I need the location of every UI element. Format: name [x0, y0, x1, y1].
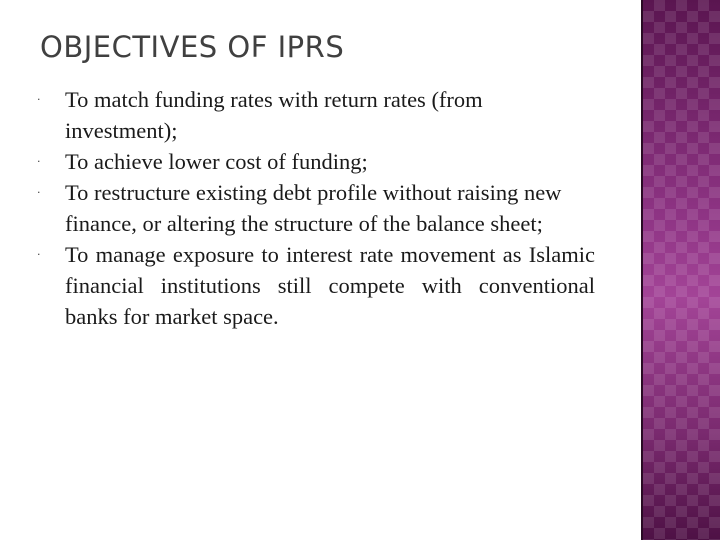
bullet-marker-icon: · [37, 186, 41, 199]
bullet-marker-icon: · [37, 155, 41, 168]
bullet-text: To achieve lower cost of funding; [65, 149, 368, 174]
bullet-marker-icon: · [37, 93, 41, 106]
bullet-text: To match funding rates with return rates (from investment); [65, 87, 483, 143]
slide-title: OBJECTIVES OF IPRS [40, 30, 345, 64]
bullet-list [37, 84, 595, 332]
bullet-text: To manage exposure to interest rate movement as Islamic financial institutions still compete with conventional banks for market space. [65, 242, 595, 329]
bullet-text: To restructure existing debt profile without raising new finance, or altering the structure of the balance sheet; [65, 180, 562, 236]
bullet-marker-icon: · [37, 248, 41, 261]
bullet-item [37, 177, 595, 239]
decorative-side-panel [641, 0, 720, 540]
bullet-item [37, 146, 595, 177]
bullet-item [37, 239, 595, 332]
bullet-item [37, 84, 595, 146]
